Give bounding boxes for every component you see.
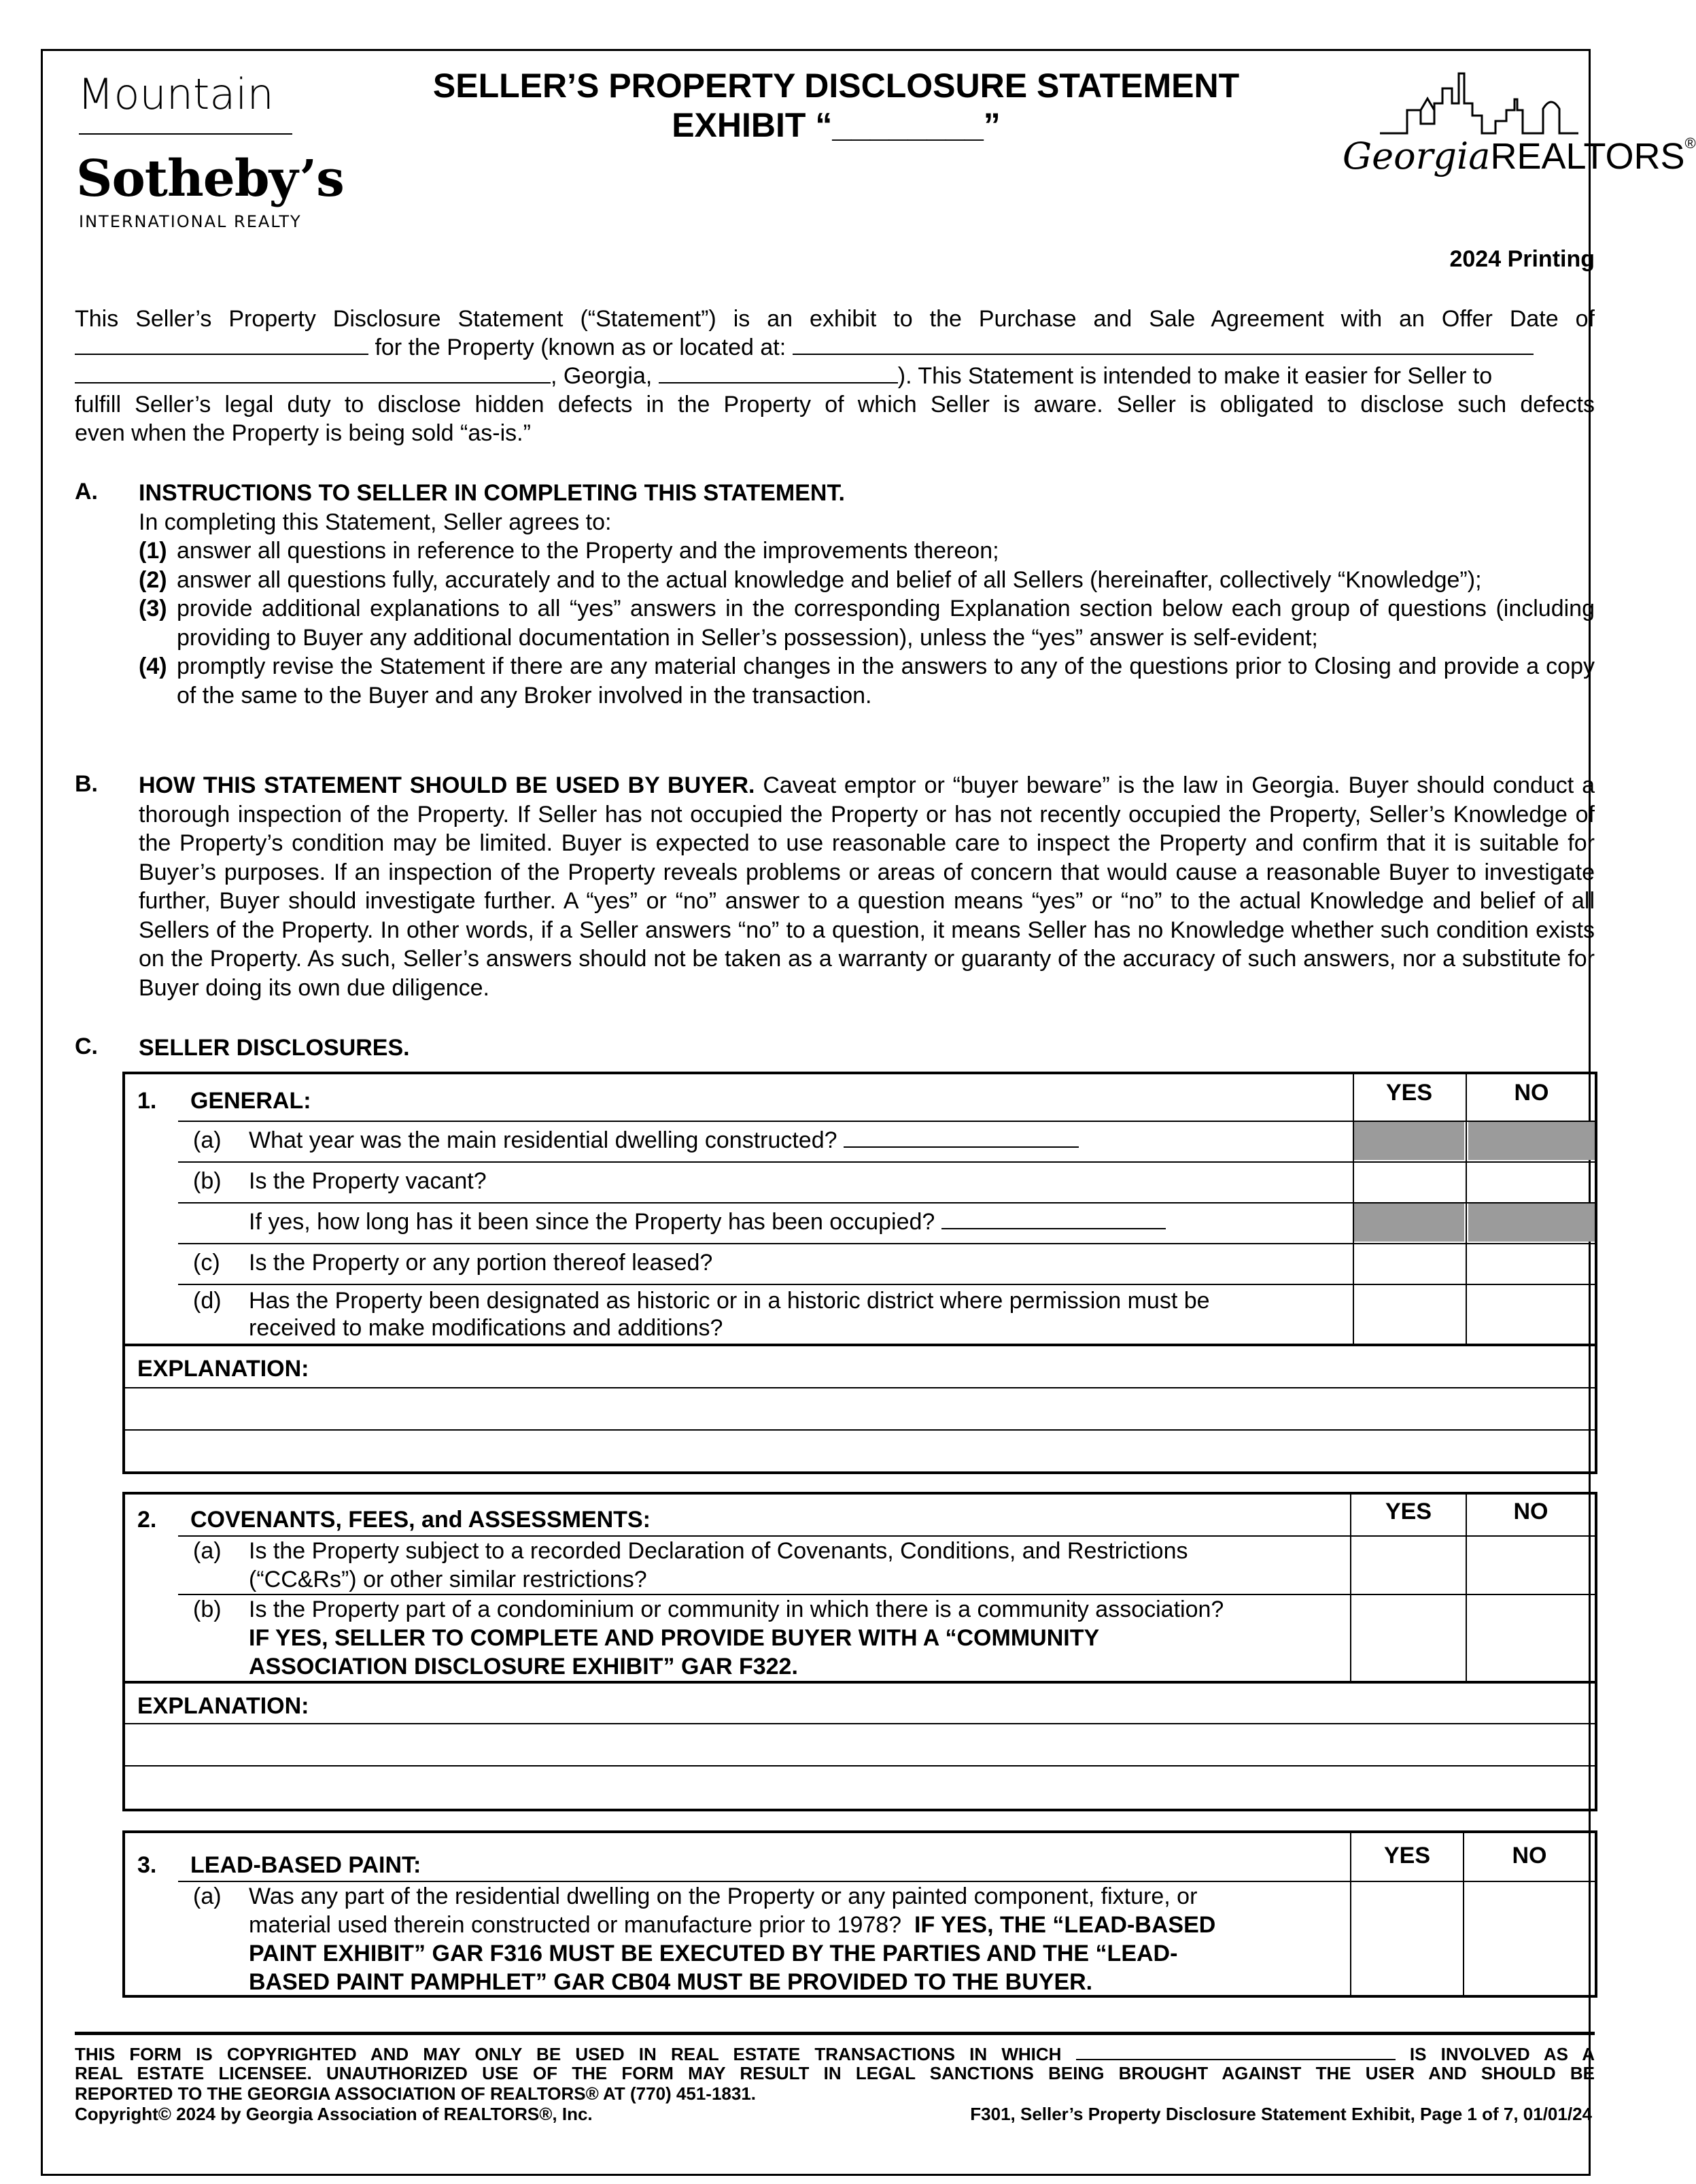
- shaded-cell: [1354, 1204, 1464, 1242]
- section-a-item-3: [139, 594, 1595, 652]
- q2a-text-2: (“CC&Rs”) or other similar restrictions?: [249, 1567, 647, 1592]
- offer-date-field[interactable]: [75, 333, 368, 355]
- q2a-text-1: Is the Property subject to a recorded Declaration of Covenants, Conditions, and Restrictions: [249, 1538, 1188, 1564]
- explanation-divider: [125, 1681, 1595, 1684]
- q1d-yes-checkbox[interactable]: [1354, 1285, 1464, 1344]
- lead-paint-disclosure-table: [122, 1830, 1597, 1998]
- q2a-yes-checkbox[interactable]: [1351, 1537, 1466, 1594]
- intro-line-1: This Seller’s Property Disclosure Statement (“Statement”) is an exhibit to the Purchase and Sale Agreement with an Offer Date of: [75, 306, 1595, 332]
- no-header: NO: [1514, 1080, 1549, 1106]
- footer-rule: [75, 2032, 1595, 2035]
- group-1-number: 1.: [137, 1088, 157, 1114]
- explanation-label: EXPLANATION:: [137, 1693, 309, 1719]
- year-built-field[interactable]: [844, 1126, 1079, 1148]
- section-b: [139, 771, 1595, 1002]
- q1b2-question: If yes, how long has it been since the Property has been occupied?: [249, 1209, 935, 1235]
- intro-line-2: [75, 333, 1595, 362]
- covenants-disclosure-table: [122, 1492, 1597, 1811]
- section-a-item-2: [139, 566, 1595, 595]
- q3a-yes-checkbox[interactable]: [1351, 1882, 1463, 1995]
- footer-line-2: REAL ESTATE LICENSEE. UNAUTHORIZED USE OF THE FORM MAY RESULT IN LEGAL SANCTIONS BEING BROUGHT AGAINST THE USER AND SHOULD BE: [75, 2063, 1595, 2083]
- intro-georgia: , Georgia,: [551, 363, 653, 389]
- group-3-number: 3.: [137, 1852, 157, 1878]
- footer-copyright: Copyright© 2024 by Georgia Association of REALTORS®, Inc.: [75, 2104, 593, 2124]
- q3a-no-checkbox[interactable]: [1464, 1882, 1595, 1995]
- q1d-text-2: received to make modifications and additions?: [249, 1315, 723, 1341]
- licensee-name-field[interactable]: [1076, 2043, 1396, 2060]
- q3a-letter: (a): [193, 1883, 222, 1909]
- no-col-border: [1466, 1074, 1467, 1345]
- q3a-question: material used therein constructed or manufacture prior to 1978?: [249, 1912, 902, 1938]
- item-number: (4): [139, 653, 167, 679]
- q3a-text-2: [249, 1911, 1215, 1939]
- item-text: answer all questions fully, accurately and to the actual knowledge and belief of all Sellers (hereinafter, collectively “Knowledge”);: [177, 566, 1482, 593]
- intro-line-3-text: ). This Statement is intended to make it easier for Seller to: [897, 363, 1493, 389]
- q1d-letter: (d): [193, 1288, 222, 1314]
- intro-line-5: even when the Property is being sold “as-is.”: [75, 420, 531, 446]
- no-header: NO: [1513, 1499, 1548, 1524]
- general-disclosure-table: [122, 1072, 1597, 1474]
- brand-mountain: Mountain: [77, 69, 274, 119]
- item-text: answer all questions in reference to the Property and the improvements thereon;: [177, 538, 999, 564]
- q2b-letter: (b): [193, 1597, 222, 1622]
- intro-line-4: fulfill Seller’s legal duty to disclose hidden defects in the Property of which Seller is aware. Seller is obligated to disclose such defects: [75, 392, 1595, 417]
- explanation-label: EXPLANATION:: [137, 1356, 309, 1382]
- section-a-lead: In completing this Statement, Seller agrees to:: [139, 509, 612, 535]
- brand-sothebys: Sotheby’s: [76, 150, 344, 208]
- q2b-yes-checkbox[interactable]: [1351, 1595, 1466, 1681]
- q3a-text-4: BASED PAINT PAMPHLET” GAR CB04 MUST BE PROVIDED TO THE BUYER.: [249, 1969, 1093, 1995]
- georgia-realtors-wordmark: [1343, 135, 1696, 177]
- explanation-divider: [125, 1344, 1595, 1346]
- item-number: (2): [139, 566, 167, 593]
- item-number: (1): [139, 538, 167, 564]
- q2a-letter: (a): [193, 1538, 222, 1564]
- group-1-title: GENERAL:: [190, 1088, 311, 1114]
- section-a-item-1: [139, 536, 1595, 566]
- q1a-text: [249, 1126, 1079, 1155]
- q2b-text-3: ASSOCIATION DISCLOSURE EXHIBIT” GAR F322.: [249, 1654, 798, 1679]
- q3a-instruction: IF YES, THE “LEAD-BASED: [914, 1912, 1216, 1938]
- section-b-letter: B.: [75, 771, 98, 797]
- q1b-yes-checkbox[interactable]: [1354, 1163, 1464, 1202]
- vacancy-duration-field[interactable]: [941, 1208, 1166, 1229]
- shaded-cell: [1468, 1122, 1595, 1160]
- q1c-yes-checkbox[interactable]: [1354, 1244, 1464, 1284]
- section-c-heading: SELLER DISCLOSURES.: [139, 1035, 410, 1061]
- footer-form-id: F301, Seller’s Property Disclosure Statement Exhibit, Page 1 of 7, 01/01/24: [970, 2104, 1592, 2124]
- section-a-letter: A.: [75, 479, 98, 505]
- city-field[interactable]: [75, 362, 551, 383]
- zip-field[interactable]: [659, 362, 898, 383]
- footer-line-1-b: IS INVOLVED AS A: [1409, 2044, 1595, 2064]
- section-b-heading: HOW THIS STATEMENT SHOULD BE USED BY BUYER.: [139, 772, 755, 798]
- brand-reg: ®: [1684, 135, 1696, 152]
- q2b-text-1: Is the Property part of a condominium or community in which there is a community association?: [249, 1597, 1224, 1622]
- footer-line-3: REPORTED TO THE GEORGIA ASSOCIATION OF REALTORS® AT (770) 451-1831.: [75, 2083, 757, 2104]
- item-number: (3): [139, 596, 167, 621]
- section-b-body: Caveat emptor or “buyer beware” is the law in Georgia. Buyer should conduct a thorough inspection of the Property. If Seller has not occupied the Property or has not recently occupied the Property, Seller’s Knowledge of the Property’s condition may be limited. Buyer is expected to use reasonable care to inspect the Property and confirm that it is suitable for Buyer’s purposes. If an inspection of the Property reveals problems or areas of concern that would cause a reasonable Buyer to investigate further, Buyer should investigate further. A “yes” or “no” answer to a question means “yes” or “no” to the actual Knowledge and belief of all Sellers of the Property. In other words, if a Seller answers “no” to a question, it means Seller has no Knowledge whether such condition exists on the Property. As such, Seller’s answers should not be taken as a warranty or guaranty of the accuracy of such answers, nor a substitute for Buyer doing its own due diligence.: [139, 772, 1595, 1001]
- q3a-text-3: PAINT EXHIBIT” GAR F316 MUST BE EXECUTED BY THE PARTIES AND THE “LEAD-: [249, 1941, 1178, 1966]
- yes-header: YES: [1385, 1499, 1432, 1524]
- yes-header: YES: [1385, 1080, 1433, 1106]
- brand-rule: [79, 133, 292, 135]
- footer-line-1-a: THIS FORM IS COPYRIGHTED AND MAY ONLY BE USED IN REAL ESTATE TRANSACTIONS IN WHICH: [75, 2044, 1062, 2064]
- section-a-heading: INSTRUCTIONS TO SELLER IN COMPLETING THIS STATEMENT.: [139, 480, 845, 506]
- q1b-text: Is the Property vacant?: [249, 1168, 487, 1194]
- section-a: [139, 479, 1595, 710]
- printing-year: 2024 Printing: [1449, 246, 1595, 272]
- section-a-item-4: [139, 652, 1595, 710]
- q1c-letter: (c): [193, 1250, 220, 1276]
- no-header: NO: [1512, 1843, 1547, 1869]
- brand-realtors: REALTORS: [1490, 136, 1685, 177]
- shaded-cell: [1354, 1122, 1464, 1160]
- explanation-field[interactable]: [125, 1724, 1595, 1807]
- footer-line-1: [75, 2043, 1595, 2064]
- q1c-no-checkbox[interactable]: [1468, 1244, 1595, 1284]
- row-divider: [178, 1121, 1595, 1122]
- q1b-no-checkbox[interactable]: [1468, 1163, 1595, 1202]
- form-title-line1: SELLER’S PROPERTY DISCLOSURE STATEMENT: [432, 67, 1240, 105]
- q1b-letter: (b): [193, 1168, 222, 1194]
- intro-line-3: [75, 362, 1595, 391]
- q1b2-text: [249, 1208, 1166, 1236]
- q2b-no-checkbox[interactable]: [1467, 1595, 1595, 1681]
- q2b-text-2: IF YES, SELLER TO COMPLETE AND PROVIDE BUYER WITH A “COMMUNITY: [249, 1625, 1100, 1651]
- q1d-no-checkbox[interactable]: [1468, 1285, 1595, 1344]
- q1d-text-1: Has the Property been designated as historic or in a historic district where permission must be: [249, 1288, 1210, 1314]
- property-address-field[interactable]: [793, 333, 1534, 355]
- q1c-text: Is the Property or any portion thereof leased?: [249, 1250, 713, 1276]
- yes-header: YES: [1383, 1843, 1431, 1869]
- form-title-line2: EXHIBIT “________”: [672, 106, 1001, 144]
- section-c-letter: C.: [75, 1034, 98, 1059]
- item-text: promptly revise the Statement if there are any material changes in the answers to any of the questions prior to Closing and provide a copy of the same to the Buyer and any Broker involved in the transaction.: [177, 653, 1595, 709]
- shaded-cell: [1468, 1204, 1595, 1242]
- q1a-question: What year was the main residential dwelling constructed?: [249, 1127, 837, 1153]
- group-2-number: 2.: [137, 1507, 157, 1533]
- q3a-text-1: Was any part of the residential dwelling on the Property or any painted component, fixture, or: [249, 1883, 1198, 1909]
- row-divider: [178, 1202, 1595, 1204]
- explanation-field[interactable]: [125, 1388, 1595, 1471]
- item-text: provide additional explanations to all “yes” answers in the corresponding Explanation section below each group of questions (including providing to Buyer any additional documentation in Seller’s possession), unless the “yes” answer is self-evident;: [177, 596, 1595, 651]
- q2a-no-checkbox[interactable]: [1467, 1537, 1595, 1594]
- group-3-title: LEAD-BASED PAINT:: [190, 1852, 421, 1878]
- brand-intl: INTERNATIONAL REALTY: [79, 212, 302, 231]
- q1a-letter: (a): [193, 1127, 222, 1153]
- intro-line-2-text: for the Property (known as or located at:: [375, 335, 786, 360]
- brand-georgia: Georgia: [1343, 135, 1491, 177]
- group-2-title: COVENANTS, FEES, and ASSESSMENTS:: [190, 1507, 651, 1533]
